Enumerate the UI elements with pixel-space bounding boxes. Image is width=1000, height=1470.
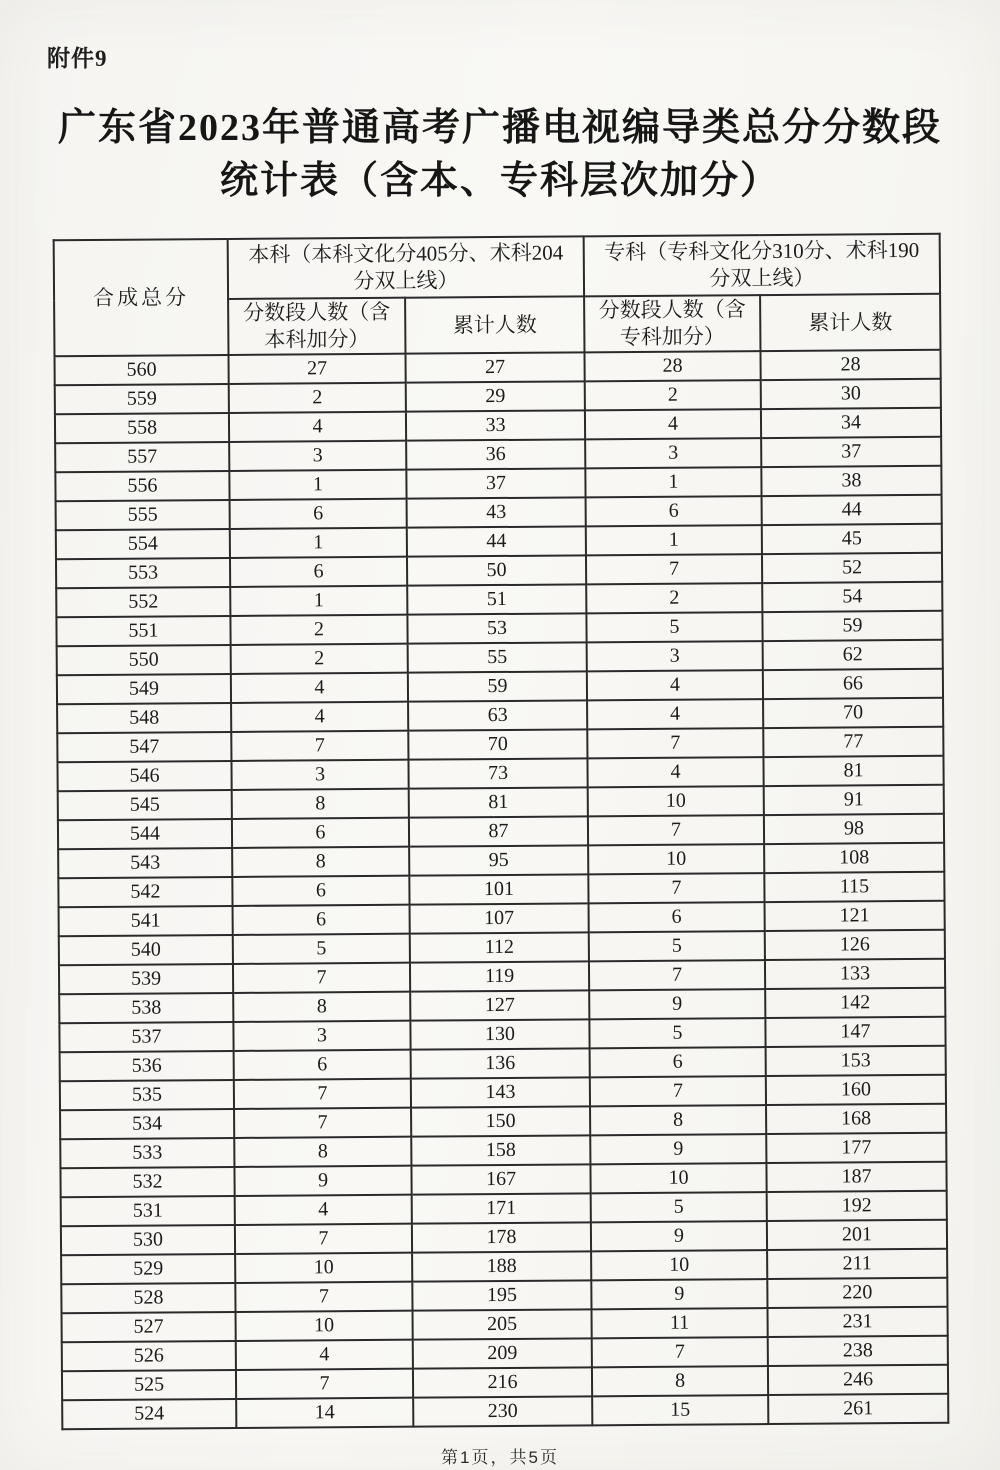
score-cell: 553 bbox=[56, 558, 230, 588]
benke-cumulative-cell: 150 bbox=[411, 1106, 590, 1136]
score-cell: 543 bbox=[58, 848, 232, 878]
zhuanke-segment-count-cell: 1 bbox=[585, 467, 761, 497]
header-benke-cumulative: 累计人数 bbox=[405, 296, 584, 353]
benke-cumulative-cell: 37 bbox=[406, 468, 585, 498]
score-cell: 536 bbox=[60, 1051, 234, 1081]
zhuanke-segment-count-cell: 6 bbox=[589, 902, 765, 932]
benke-segment-count-cell: 4 bbox=[235, 1195, 412, 1225]
zhuanke-segment-count-cell: 7 bbox=[589, 960, 765, 990]
zhuanke-cumulative-cell: 187 bbox=[766, 1162, 946, 1192]
zhuanke-segment-count-cell: 4 bbox=[587, 757, 763, 787]
score-table bbox=[53, 233, 950, 1430]
zhuanke-cumulative-cell: 160 bbox=[766, 1075, 946, 1105]
zhuanke-cumulative-cell: 81 bbox=[763, 756, 943, 786]
page-title bbox=[0, 102, 1000, 208]
zhuanke-cumulative-cell: 37 bbox=[761, 437, 941, 467]
score-cell: 555 bbox=[56, 500, 230, 530]
benke-segment-count-cell: 7 bbox=[233, 963, 410, 993]
benke-cumulative-cell: 112 bbox=[410, 932, 589, 962]
benke-cumulative-cell: 53 bbox=[407, 613, 586, 643]
zhuanke-segment-count-cell: 7 bbox=[587, 728, 763, 758]
benke-cumulative-cell: 209 bbox=[413, 1338, 592, 1368]
benke-segment-count-cell: 2 bbox=[231, 644, 408, 674]
header-zhuanke-group: 专科（专科文化分310分、术科190 分双上线） bbox=[584, 234, 940, 297]
benke-cumulative-cell: 27 bbox=[405, 352, 584, 382]
benke-segment-count-cell: 8 bbox=[232, 789, 409, 819]
benke-segment-count-cell: 3 bbox=[231, 760, 408, 790]
benke-segment-count-cell: 6 bbox=[232, 876, 409, 906]
benke-segment-count-cell: 8 bbox=[232, 847, 409, 877]
zhuanke-segment-count-cell: 9 bbox=[591, 1221, 767, 1251]
zhuanke-cumulative-cell: 91 bbox=[764, 785, 944, 815]
zhuanke-segment-count-cell: 10 bbox=[588, 786, 764, 816]
benke-cumulative-cell: 33 bbox=[406, 410, 585, 440]
benke-cumulative-cell: 119 bbox=[410, 961, 589, 991]
score-cell: 552 bbox=[56, 587, 230, 617]
zhuanke-segment-count-cell: 7 bbox=[588, 873, 764, 903]
zhuanke-cumulative-cell: 147 bbox=[765, 1017, 945, 1047]
score-cell: 545 bbox=[58, 790, 232, 820]
zhuanke-cumulative-cell: 121 bbox=[765, 901, 945, 931]
zhuanke-segment-count-cell: 7 bbox=[592, 1337, 768, 1367]
score-cell: 531 bbox=[61, 1196, 235, 1226]
benke-segment-count-cell: 2 bbox=[230, 615, 407, 645]
zhuanke-cumulative-cell: 211 bbox=[767, 1249, 947, 1279]
zhuanke-segment-count-cell: 8 bbox=[592, 1366, 768, 1396]
benke-segment-count-cell: 4 bbox=[236, 1340, 413, 1370]
score-cell: 527 bbox=[62, 1312, 236, 1342]
zhuanke-segment-count-cell: 6 bbox=[590, 1047, 766, 1077]
zhuanke-cumulative-cell: 66 bbox=[763, 669, 943, 699]
header-benke-segment-count: 分数段人数（含 本科加分） bbox=[228, 298, 405, 355]
score-cell: 558 bbox=[55, 413, 229, 443]
benke-cumulative-cell: 63 bbox=[408, 700, 587, 730]
benke-segment-count-cell: 5 bbox=[233, 934, 410, 964]
benke-segment-count-cell: 7 bbox=[235, 1224, 412, 1254]
benke-cumulative-cell: 205 bbox=[413, 1309, 592, 1339]
score-cell: 547 bbox=[57, 732, 231, 762]
zhuanke-segment-count-cell: 3 bbox=[585, 438, 761, 468]
score-cell: 549 bbox=[57, 674, 231, 704]
zhuanke-segment-count-cell: 7 bbox=[586, 554, 762, 584]
zhuanke-cumulative-cell: 246 bbox=[768, 1365, 948, 1395]
score-cell: 539 bbox=[59, 964, 233, 994]
zhuanke-segment-count-cell: 7 bbox=[588, 815, 764, 845]
zhuanke-cumulative-cell: 44 bbox=[762, 495, 942, 525]
score-cell: 541 bbox=[59, 906, 233, 936]
score-cell: 525 bbox=[62, 1370, 236, 1400]
zhuanke-segment-count-cell: 11 bbox=[592, 1308, 768, 1338]
score-cell: 554 bbox=[56, 529, 230, 559]
zhuanke-cumulative-cell: 30 bbox=[761, 379, 941, 409]
page-number: 第1页，共5页 bbox=[441, 1448, 559, 1467]
score-cell: 550 bbox=[57, 645, 231, 675]
benke-segment-count-cell: 3 bbox=[229, 441, 406, 471]
zhuanke-cumulative-cell: 142 bbox=[765, 988, 945, 1018]
benke-cumulative-cell: 171 bbox=[412, 1193, 591, 1223]
zhuanke-cumulative-cell: 108 bbox=[764, 843, 944, 873]
score-cell: 528 bbox=[61, 1283, 235, 1313]
benke-cumulative-cell: 167 bbox=[411, 1164, 590, 1194]
zhuanke-cumulative-cell: 220 bbox=[767, 1278, 947, 1308]
score-table-body bbox=[55, 350, 949, 1429]
benke-segment-count-cell: 10 bbox=[235, 1253, 412, 1283]
benke-cumulative-cell: 87 bbox=[409, 816, 588, 846]
zhuanke-segment-count-cell: 2 bbox=[586, 583, 762, 613]
zhuanke-segment-count-cell: 10 bbox=[588, 844, 764, 874]
benke-segment-count-cell: 27 bbox=[228, 354, 405, 384]
title-line-1: 广东省2023年普通高考广播电视编导类总分分数段 bbox=[57, 107, 942, 149]
benke-cumulative-cell: 188 bbox=[412, 1251, 591, 1281]
table-header-group-row bbox=[54, 234, 940, 300]
zhuanke-cumulative-cell: 231 bbox=[768, 1307, 948, 1337]
zhuanke-segment-count-cell: 5 bbox=[586, 612, 762, 642]
benke-cumulative-cell: 127 bbox=[410, 990, 589, 1020]
benke-cumulative-cell: 107 bbox=[410, 903, 589, 933]
benke-segment-count-cell: 1 bbox=[230, 528, 407, 558]
score-cell: 534 bbox=[60, 1109, 234, 1139]
score-cell: 526 bbox=[62, 1341, 236, 1371]
zhuanke-segment-count-cell: 28 bbox=[584, 351, 760, 381]
benke-segment-count-cell: 7 bbox=[234, 1079, 411, 1109]
score-cell: 542 bbox=[58, 877, 232, 907]
benke-segment-count-cell: 10 bbox=[236, 1311, 413, 1341]
benke-cumulative-cell: 59 bbox=[408, 671, 587, 701]
header-composite-score: 合成总分 bbox=[54, 239, 229, 356]
zhuanke-cumulative-cell: 28 bbox=[760, 350, 940, 380]
zhuanke-segment-count-cell: 7 bbox=[590, 1076, 766, 1106]
score-cell: 532 bbox=[60, 1167, 234, 1197]
zhuanke-cumulative-cell: 62 bbox=[763, 640, 943, 670]
score-cell: 538 bbox=[59, 993, 233, 1023]
score-cell: 540 bbox=[59, 935, 233, 965]
zhuanke-segment-count-cell: 6 bbox=[586, 496, 762, 526]
zhuanke-segment-count-cell: 5 bbox=[589, 1018, 765, 1048]
zhuanke-cumulative-cell: 98 bbox=[764, 814, 944, 844]
score-cell: 524 bbox=[62, 1399, 236, 1429]
benke-cumulative-cell: 51 bbox=[407, 584, 586, 614]
zhuanke-segment-count-cell: 10 bbox=[590, 1163, 766, 1193]
header-zhuanke-segment-count: 分数段人数（含 专科加分） bbox=[584, 295, 760, 352]
benke-segment-count-cell: 14 bbox=[236, 1398, 413, 1428]
score-cell: 557 bbox=[55, 442, 229, 472]
zhuanke-segment-count-cell: 4 bbox=[587, 699, 763, 729]
score-cell: 537 bbox=[59, 1022, 233, 1052]
zhuanke-cumulative-cell: 133 bbox=[765, 959, 945, 989]
score-cell: 544 bbox=[58, 819, 232, 849]
score-cell: 560 bbox=[55, 355, 229, 385]
benke-cumulative-cell: 81 bbox=[409, 787, 588, 817]
zhuanke-cumulative-cell: 238 bbox=[768, 1336, 948, 1366]
score-cell: 529 bbox=[61, 1254, 235, 1284]
header-zhuanke-cumulative: 累计人数 bbox=[760, 294, 940, 351]
benke-segment-count-cell: 6 bbox=[232, 818, 409, 848]
zhuanke-segment-count-cell: 10 bbox=[591, 1250, 767, 1280]
benke-segment-count-cell: 6 bbox=[234, 1050, 411, 1080]
score-cell: 530 bbox=[61, 1225, 235, 1255]
score-cell: 556 bbox=[55, 471, 229, 501]
benke-segment-count-cell: 1 bbox=[230, 586, 407, 616]
score-cell: 548 bbox=[57, 703, 231, 733]
benke-cumulative-cell: 158 bbox=[411, 1135, 590, 1165]
zhuanke-segment-count-cell: 4 bbox=[587, 670, 763, 700]
benke-cumulative-cell: 216 bbox=[413, 1367, 592, 1397]
benke-cumulative-cell: 95 bbox=[409, 845, 588, 875]
zhuanke-segment-count-cell: 2 bbox=[585, 380, 761, 410]
zhuanke-cumulative-cell: 153 bbox=[766, 1046, 946, 1076]
benke-cumulative-cell: 101 bbox=[409, 874, 588, 904]
benke-cumulative-cell: 130 bbox=[410, 1019, 589, 1049]
zhuanke-cumulative-cell: 192 bbox=[767, 1191, 947, 1221]
zhuanke-segment-count-cell: 1 bbox=[586, 525, 762, 555]
benke-segment-count-cell: 6 bbox=[233, 905, 410, 935]
title-line-2: 统计表（含本、专科层次加分） bbox=[219, 160, 780, 202]
benke-segment-count-cell: 7 bbox=[234, 1108, 411, 1138]
zhuanke-segment-count-cell: 8 bbox=[590, 1105, 766, 1135]
zhuanke-cumulative-cell: 77 bbox=[763, 727, 943, 757]
zhuanke-segment-count-cell: 15 bbox=[592, 1395, 768, 1425]
benke-cumulative-cell: 73 bbox=[408, 758, 587, 788]
zhuanke-cumulative-cell: 38 bbox=[761, 466, 941, 496]
zhuanke-segment-count-cell: 4 bbox=[585, 409, 761, 439]
benke-segment-count-cell: 2 bbox=[229, 383, 406, 413]
attachment-label: 附件9 bbox=[47, 46, 108, 71]
benke-segment-count-cell: 9 bbox=[234, 1166, 411, 1196]
benke-cumulative-cell: 29 bbox=[406, 381, 585, 411]
zhuanke-segment-count-cell: 3 bbox=[587, 641, 763, 671]
zhuanke-segment-count-cell: 9 bbox=[591, 1279, 767, 1309]
benke-cumulative-cell: 195 bbox=[412, 1280, 591, 1310]
zhuanke-segment-count-cell: 9 bbox=[589, 989, 765, 1019]
zhuanke-segment-count-cell: 5 bbox=[589, 931, 765, 961]
benke-segment-count-cell: 7 bbox=[236, 1369, 413, 1399]
benke-segment-count-cell: 6 bbox=[230, 499, 407, 529]
benke-cumulative-cell: 230 bbox=[413, 1396, 592, 1426]
benke-segment-count-cell: 4 bbox=[231, 673, 408, 703]
zhuanke-cumulative-cell: 201 bbox=[767, 1220, 947, 1250]
zhuanke-segment-count-cell: 5 bbox=[591, 1192, 767, 1222]
zhuanke-cumulative-cell: 115 bbox=[764, 872, 944, 902]
benke-segment-count-cell: 3 bbox=[233, 1021, 410, 1051]
benke-segment-count-cell: 6 bbox=[230, 557, 407, 587]
score-cell: 559 bbox=[55, 384, 229, 414]
benke-cumulative-cell: 44 bbox=[407, 526, 586, 556]
benke-cumulative-cell: 178 bbox=[412, 1222, 591, 1252]
benke-cumulative-cell: 50 bbox=[407, 555, 586, 585]
zhuanke-cumulative-cell: 34 bbox=[761, 408, 941, 438]
score-cell: 546 bbox=[57, 761, 231, 791]
benke-cumulative-cell: 136 bbox=[411, 1048, 590, 1078]
zhuanke-cumulative-cell: 126 bbox=[765, 930, 945, 960]
score-cell: 533 bbox=[60, 1138, 234, 1168]
benke-cumulative-cell: 143 bbox=[411, 1077, 590, 1107]
benke-segment-count-cell: 7 bbox=[231, 731, 408, 761]
benke-cumulative-cell: 36 bbox=[406, 439, 585, 469]
benke-segment-count-cell: 4 bbox=[229, 412, 406, 442]
benke-segment-count-cell: 7 bbox=[235, 1282, 412, 1312]
header-benke-group: 本科（本科文化分405分、术科204 分双上线） bbox=[228, 236, 584, 299]
zhuanke-cumulative-cell: 70 bbox=[763, 698, 943, 728]
benke-segment-count-cell: 8 bbox=[234, 1137, 411, 1167]
zhuanke-cumulative-cell: 54 bbox=[762, 582, 942, 612]
zhuanke-segment-count-cell: 9 bbox=[590, 1134, 766, 1164]
zhuanke-cumulative-cell: 59 bbox=[762, 611, 942, 641]
benke-segment-count-cell: 1 bbox=[229, 470, 406, 500]
zhuanke-cumulative-cell: 177 bbox=[766, 1133, 946, 1163]
benke-cumulative-cell: 70 bbox=[408, 729, 587, 759]
table-row bbox=[62, 1394, 948, 1429]
benke-segment-count-cell: 4 bbox=[231, 702, 408, 732]
benke-cumulative-cell: 43 bbox=[407, 497, 586, 527]
benke-segment-count-cell: 8 bbox=[233, 992, 410, 1022]
zhuanke-cumulative-cell: 261 bbox=[768, 1394, 948, 1424]
score-cell: 535 bbox=[60, 1080, 234, 1110]
zhuanke-cumulative-cell: 52 bbox=[762, 553, 942, 583]
zhuanke-cumulative-cell: 168 bbox=[766, 1104, 946, 1134]
zhuanke-cumulative-cell: 45 bbox=[762, 524, 942, 554]
benke-cumulative-cell: 55 bbox=[408, 642, 587, 672]
score-cell: 551 bbox=[56, 616, 230, 646]
